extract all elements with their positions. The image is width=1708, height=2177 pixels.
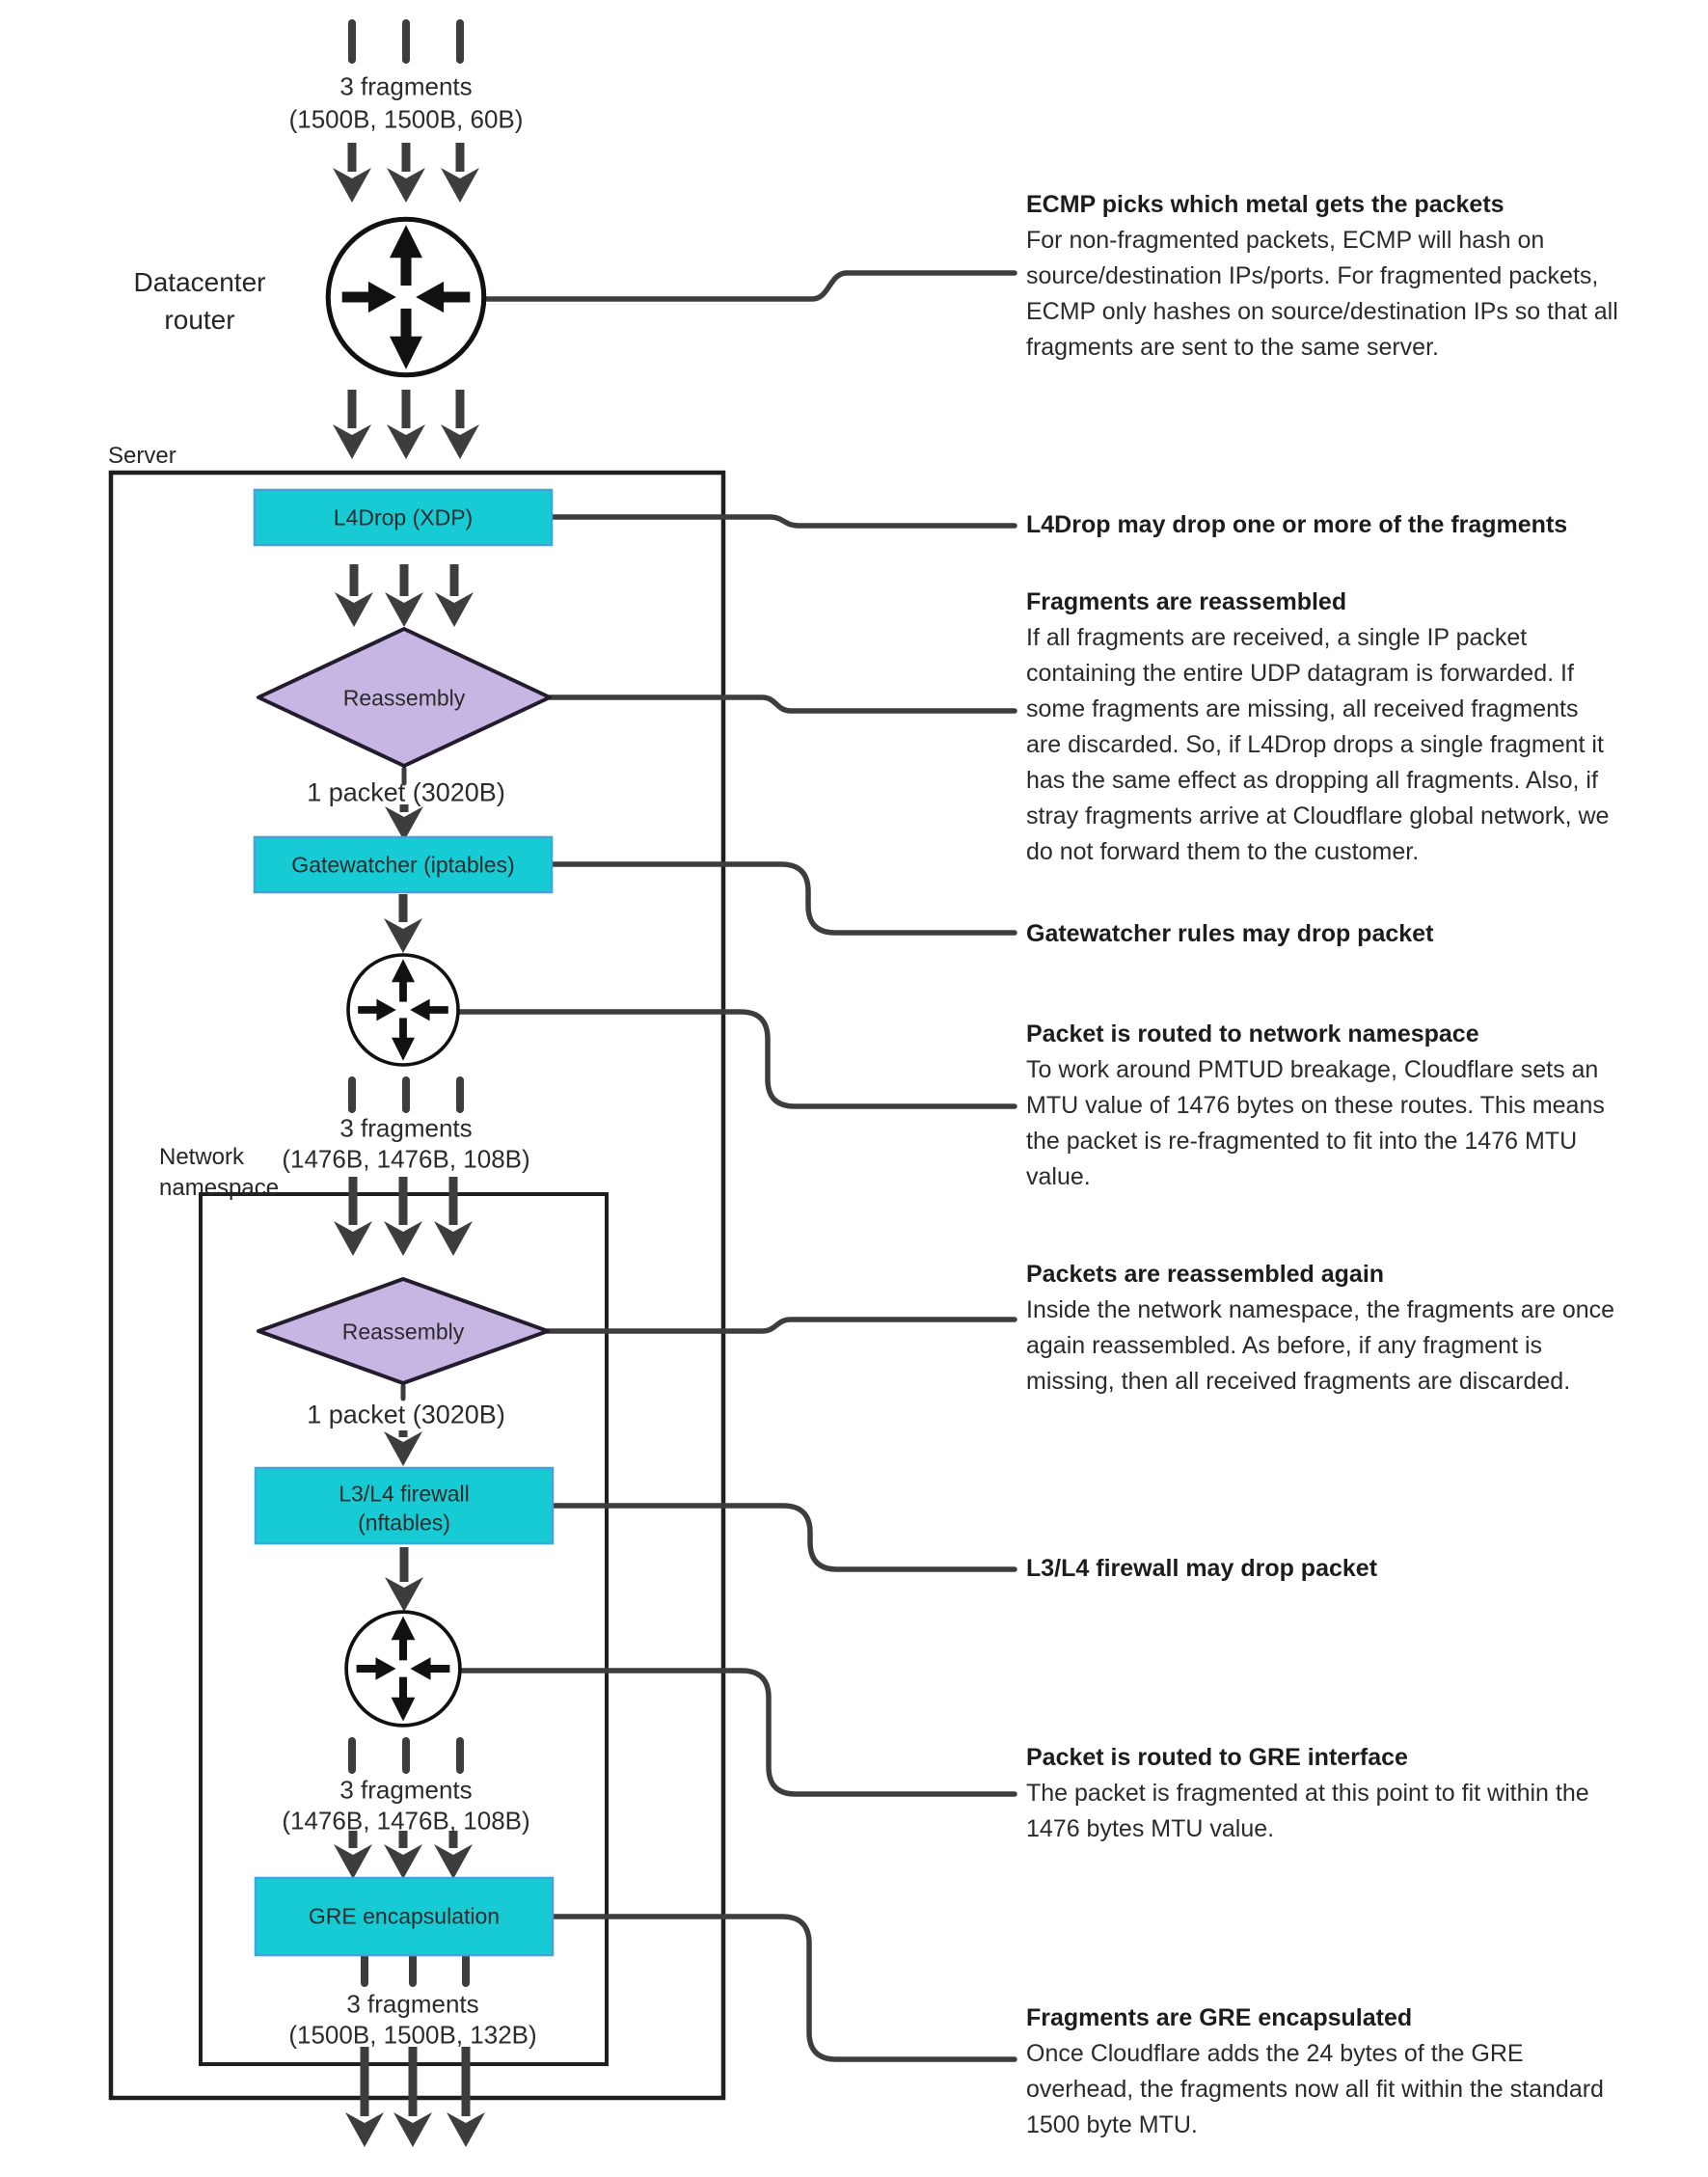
annotation-reassembled: Fragments are reassembled If all fragments are received, a single IP packet containing the entire UDP datagram is forwarded. If some fragments are missing, all received fragments are discarded. So, if L4Drop drops a single fragment it has the same effect as dropping all fragments. Also, if stray fragments arrive at Cloudflare global network, we do not forward them to the customer.: [1026, 585, 1701, 870]
datacenter-router-icon: [328, 219, 484, 375]
annotation-heading: ECMP picks which metal gets the packets: [1026, 191, 1505, 218]
network-namespace-label-1: Network: [159, 1144, 245, 1170]
connector-netns-route: [460, 1012, 1015, 1106]
annotation-gatewatcher: [1026, 916, 1701, 952]
annotation-netns-route: Packet is routed to network namespace To work around PMTUD breakage, Cloudflare sets an MTU value of 1476 bytes on these routes. This means the packet is re-fragmented to fit into the 1476 MTU value.: [1026, 1017, 1701, 1195]
fragments1-sizes: (1500B, 1500B, 60B): [288, 104, 524, 134]
router-icon-gre: [346, 1612, 460, 1726]
annotation-heading: Packet is routed to GRE interface: [1026, 1744, 1408, 1771]
l4drop-label: L4Drop (XDP): [333, 504, 474, 531]
annotation-reassembled-again: Packets are reassembled again Inside the network namespace, the fragments are once again reassembled. As before, if any fragment is missing, then all received fragments are discarded.: [1026, 1257, 1701, 1400]
fragments4-label: 3 fragments: [346, 1989, 479, 2019]
reassembly1-label: Reassembly: [342, 685, 466, 711]
fragments2-sizes: (1476B, 1476B, 108B): [282, 1144, 530, 1174]
gatewatcher-label: Gatewatcher (iptables): [291, 852, 515, 878]
firewall-label-1: L3/L4 firewall: [339, 1481, 470, 1507]
packet1-label: 1 packet (3020B): [307, 777, 505, 807]
annotation-firewall-drop: [1026, 1551, 1701, 1587]
annotation-gre-route: Packet is routed to GRE interface The packet is fragmented at this point to fit within the 1476 bytes MTU value.: [1026, 1740, 1701, 1847]
fragments2-label: 3 fragments: [339, 1113, 473, 1143]
connector-gre-encap: [553, 1917, 1015, 2059]
network-namespace-label-2: namespace: [159, 1175, 280, 1201]
annotation-heading: L4Drop may drop one or more of the fragments: [1026, 511, 1568, 538]
packet2-label: 1 packet (3020B): [307, 1400, 505, 1429]
annotation-l4drop: [1026, 507, 1701, 543]
datacenter-router-label-2: router: [164, 305, 235, 335]
annotation-heading: Fragments are GRE encapsulated: [1026, 2004, 1413, 2031]
connector-gre-route: [462, 1671, 1015, 1794]
server-box-label: Server: [108, 443, 176, 469]
connector-reassembly2: [547, 1320, 1015, 1331]
annotation-heading: Packets are reassembled again: [1026, 1261, 1385, 1288]
reassembly2-label: Reassembly: [341, 1319, 465, 1345]
annotation-heading: Gatewatcher rules may drop packet: [1026, 920, 1434, 947]
datacenter-router-label-1: Datacenter: [133, 267, 266, 297]
connector-ecmp: [487, 273, 1015, 299]
fragments1-label: 3 fragments: [339, 71, 473, 101]
firewall-label-2: (nftables): [358, 1510, 450, 1536]
annotation-heading: L3/L4 firewall may drop packet: [1026, 1555, 1378, 1582]
connector-reassembly1: [550, 697, 1015, 711]
fragments3-label: 3 fragments: [339, 1775, 473, 1805]
connector-firewall: [553, 1506, 1015, 1569]
connector-gatewatcher: [552, 864, 1015, 933]
annotation-heading: Packet is routed to network namespace: [1026, 1020, 1479, 1048]
fragments4-sizes: (1500B, 1500B, 132B): [288, 2020, 537, 2050]
fragments3-sizes: (1476B, 1476B, 108B): [282, 1806, 530, 1836]
annotation-gre-encap: Fragments are GRE encapsulated Once Cloudflare adds the 24 bytes of the GRE overhead, the fragments now all fit within the standard 1500 byte MTU.: [1026, 2000, 1701, 2143]
connector-l4drop: [552, 517, 1015, 526]
annotation-heading: Fragments are reassembled: [1026, 588, 1347, 615]
router-icon-netns: [348, 955, 458, 1065]
annotation-ecmp: ECMP picks which metal gets the packets For non-fragmented packets, ECMP will hash on source/destination IPs/ports. For fragmented packets, ECMP only hashes on source/destination IPs so that all fragments are sent to the same server.: [1026, 187, 1701, 366]
gre-label: GRE encapsulation: [308, 1903, 501, 1929]
